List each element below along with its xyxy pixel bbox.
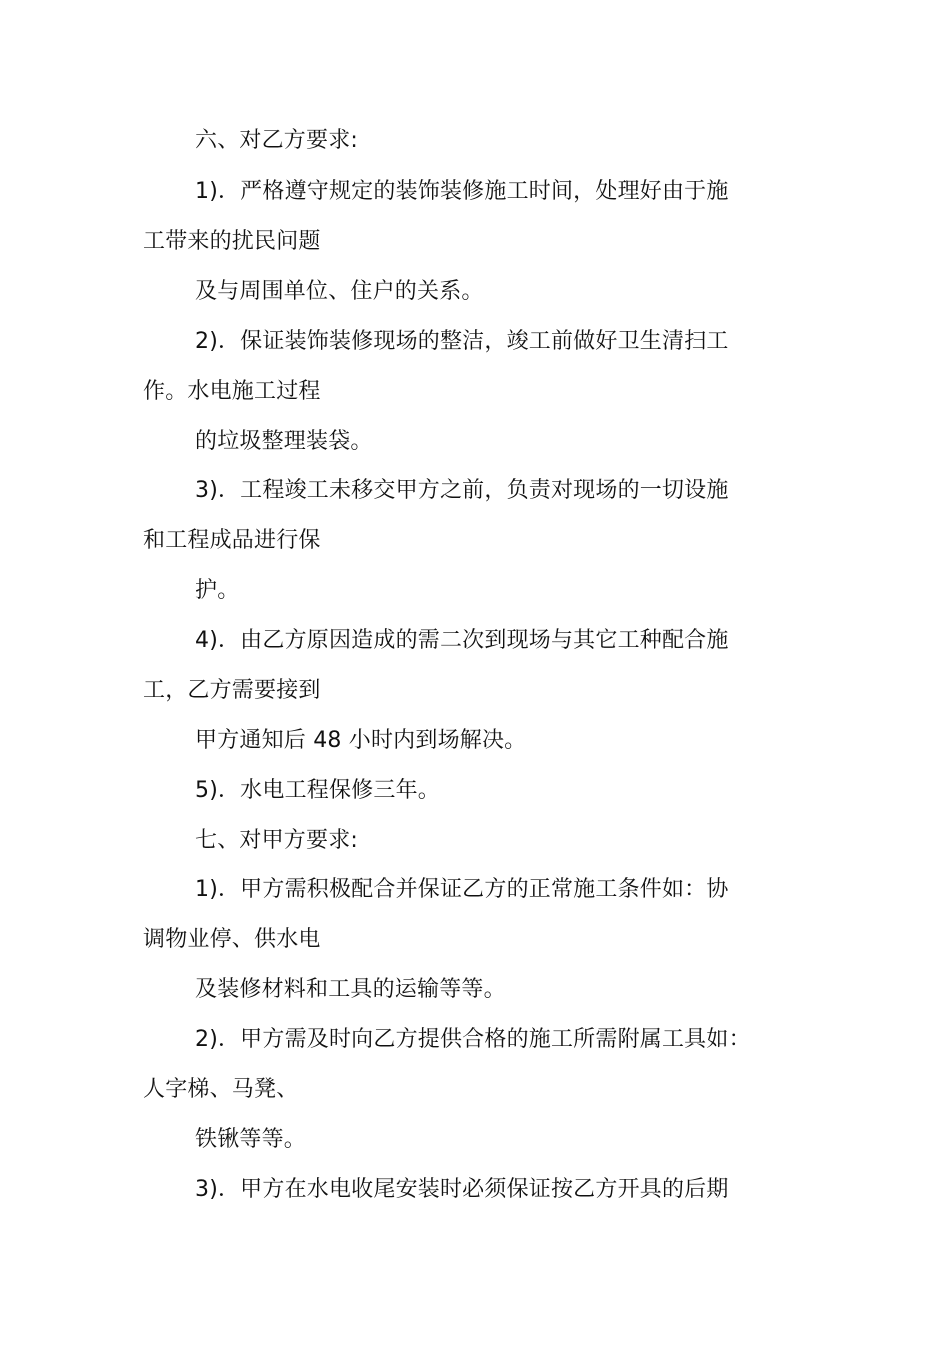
paragraph-line: 2)．甲方需及时向乙方提供合格的施工所需附属工具如： — [195, 1027, 751, 1052]
paragraph-line: 工带来的扰民问题 — [143, 229, 321, 254]
paragraph-line: 护。 — [195, 578, 240, 603]
paragraph-line: 及与周围单位、住户的关系。 — [195, 279, 484, 304]
section-heading: 六、对乙方要求: — [195, 128, 359, 153]
paragraph-line: 甲方通知后 48 小时内到场解决。 — [195, 728, 527, 753]
paragraph-line: 1)．严格遵守规定的装饰装修施工时间，处理好由于施 — [195, 179, 729, 204]
paragraph-line: 调物业停、供水电 — [143, 927, 321, 952]
paragraph-line: 及装修材料和工具的运输等等。 — [195, 977, 506, 1002]
paragraph-line: 铁锹等等。 — [195, 1127, 307, 1152]
paragraph-line: 和工程成品进行保 — [143, 528, 321, 553]
paragraph-line: 5)．水电工程保修三年。 — [195, 778, 440, 803]
section-heading: 七、对甲方要求: — [195, 828, 359, 853]
paragraph-line: 4)．由乙方原因造成的需二次到现场与其它工种配合施 — [195, 628, 729, 653]
paragraph-line: 3)．工程竣工未移交甲方之前，负责对现场的一切设施 — [195, 478, 729, 503]
paragraph-line: 的垃圾整理装袋。 — [195, 429, 373, 454]
paragraph-line: 人字梯、马凳、 — [143, 1077, 299, 1102]
paragraph-line: 2)．保证装饰装修现场的整洁，竣工前做好卫生清扫工 — [195, 329, 729, 354]
paragraph-line: 1)．甲方需积极配合并保证乙方的正常施工条件如：协 — [195, 877, 729, 902]
paragraph-line: 作。水电施工过程 — [143, 379, 321, 404]
paragraph-line: 3)．甲方在水电收尾安装时必须保证按乙方开具的后期 — [195, 1177, 729, 1202]
paragraph-line: 工，乙方需要接到 — [143, 678, 321, 703]
